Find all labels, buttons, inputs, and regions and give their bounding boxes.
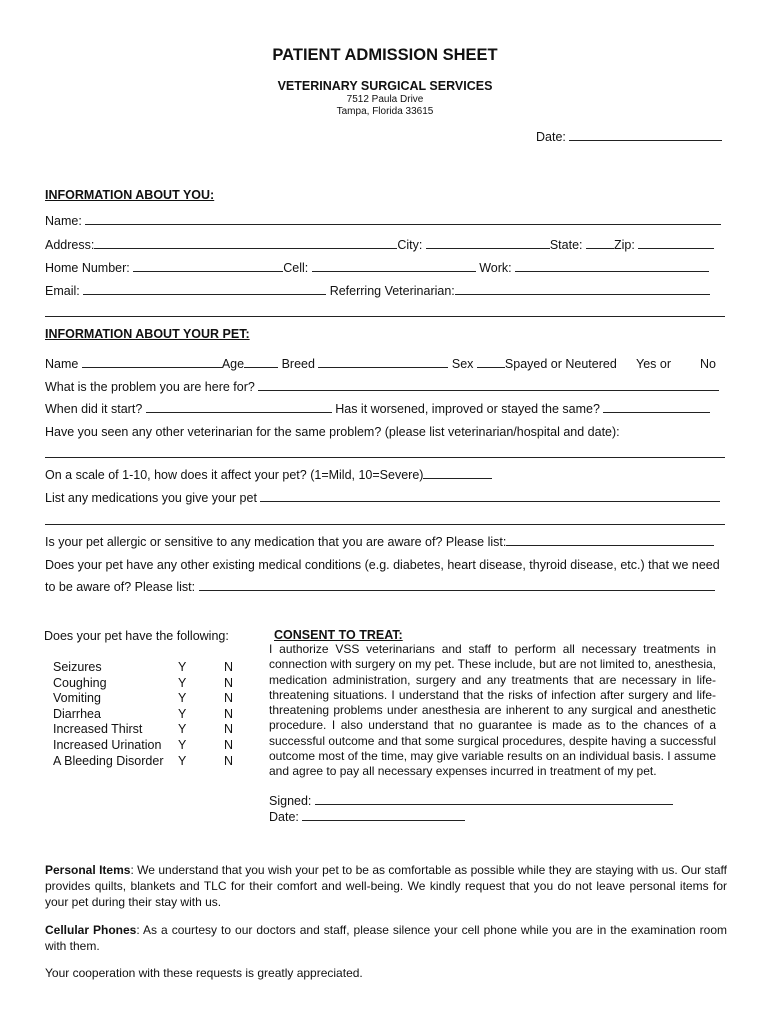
cell-phones-text: : As a courtesy to our doctors and staff, please silence your cell phone while you are in the examination room with them.	[45, 923, 727, 953]
section-heading-you: INFORMATION ABOUT YOU:	[45, 188, 215, 202]
breed-blank[interactable]	[318, 357, 448, 368]
zip-blank[interactable]	[638, 238, 714, 249]
date-field[interactable]	[536, 130, 722, 144]
condition-item: Diarrhea	[53, 707, 101, 721]
work-blank[interactable]	[515, 261, 709, 272]
sex-label: Sex	[451, 357, 474, 371]
consent-text: I authorize VSS veterinarians and staff to perform all necessary treatments in connection with surgery on my pet. These include, but are not limited to, anesthesia, medication administration, surgery and any treatments that are necessary in life-threatening situations. I understand that the risks of infection after surgery and life-threatening problems under anesthesia are inherent to any surgical and anesthetic procedure. I also understand that no guarantee is made as to the chances of a successful outcome and that some surgical procedures, despite having a successful outcome most of the time, may give variable results on an individual basis. I assume and agree to pay all necessary expenses incurred in treatment of my pet.	[269, 642, 716, 779]
condition-yes-option[interactable]: Y	[178, 660, 187, 674]
condition-item: Coughing	[53, 676, 107, 690]
city-blank[interactable]	[426, 238, 550, 249]
referring-vet-blank[interactable]	[455, 284, 710, 295]
breed-label: Breed	[281, 357, 315, 371]
age-blank[interactable]	[244, 357, 278, 368]
scale-label: On a scale of 1-10, how does it affect your pet? (1=Mild, 10=Severe)	[45, 468, 424, 482]
condition-yes-option[interactable]: Y	[178, 738, 187, 752]
conditions-blank[interactable]	[199, 580, 715, 591]
following-label: Does your pet have the following:	[44, 629, 229, 643]
city-label: City:	[397, 238, 423, 252]
owner-phone-row	[45, 261, 709, 275]
pet-basics-row	[45, 357, 617, 371]
closing-note: Your cooperation with these requests is greatly appreciated.	[45, 966, 363, 980]
email-blank[interactable]	[83, 284, 326, 295]
condition-item: Vomiting	[53, 691, 101, 705]
home-number-label: Home Number:	[45, 261, 130, 275]
conditions-row	[45, 580, 715, 594]
personal-items-label: Personal Items	[45, 863, 131, 877]
date-blank[interactable]	[569, 130, 722, 141]
condition-item: A Bleeding Disorder	[53, 754, 164, 768]
condition-item: Increased Thirst	[53, 722, 143, 736]
address-label: Address:	[45, 238, 95, 252]
start-row	[45, 402, 710, 416]
condition-yes-option[interactable]: Y	[178, 754, 187, 768]
condition-yes-option[interactable]: Y	[178, 707, 187, 721]
referring-vet-label: Referring Veterinarian:	[329, 284, 455, 298]
owner-address-row	[45, 238, 714, 252]
home-number-blank[interactable]	[133, 261, 283, 272]
scale-blank[interactable]	[423, 468, 492, 479]
condition-yes-option[interactable]: Y	[178, 691, 187, 705]
other-vet-label: Have you seen any other veterinarian for the same problem? (please list veterinarian/hospital and date):	[45, 425, 620, 439]
owner-name-label: Name:	[45, 214, 82, 228]
condition-no-option[interactable]: N	[224, 691, 234, 705]
spayed-yes-option[interactable]: Yes or	[636, 357, 671, 371]
owner-name-field[interactable]	[45, 214, 721, 228]
personal-items-text: : We understand that you wish your pet to be as comfortable as possible while they are staying with us. Our staff provides quilts, blankets and TLC for their comfort and well-being. We kindly request that you do not leave personal items for your pet during their stay with us.	[45, 863, 727, 909]
page-title: PATIENT ADMISSION SHEET	[272, 46, 498, 64]
condition-no-option[interactable]: N	[224, 738, 234, 752]
signature-row	[269, 794, 673, 808]
state-blank[interactable]	[586, 238, 614, 249]
medications-row	[45, 491, 720, 505]
condition-no-option[interactable]: N	[224, 660, 234, 674]
conditions-label: Does your pet have any other existing medical conditions (e.g. diabetes, heart disease, thyroid disease, etc.) that we need	[45, 558, 720, 572]
consent-heading: CONSENT TO TREAT:	[274, 628, 403, 642]
medications-blank-2[interactable]	[45, 524, 725, 525]
start-label: When did it start?	[45, 402, 143, 416]
section-heading-pet: INFORMATION ABOUT YOUR PET:	[45, 327, 250, 341]
pet-name-label: Name	[45, 357, 79, 371]
email-label: Email:	[45, 284, 80, 298]
continuation-line[interactable]	[45, 316, 725, 317]
spayed-no-option[interactable]: No	[700, 357, 716, 371]
personal-items-note	[45, 862, 727, 910]
condition-item: Increased Urination	[53, 738, 162, 752]
condition-no-option[interactable]: N	[224, 707, 234, 721]
consent-date-row	[269, 810, 465, 824]
state-label: State:	[549, 238, 583, 252]
condition-yes-option[interactable]: Y	[178, 676, 187, 690]
pet-name-blank[interactable]	[82, 357, 222, 368]
condition-yes-option[interactable]: Y	[178, 722, 187, 736]
spayed-label: Spayed or Neutered	[504, 357, 617, 371]
medications-label: List any medications you give your pet	[45, 491, 257, 505]
condition-no-option[interactable]: N	[224, 722, 234, 736]
problem-row	[45, 380, 719, 394]
consent-date-label: Date:	[269, 810, 299, 824]
address-blank[interactable]	[94, 238, 397, 249]
scale-row	[45, 468, 492, 482]
signed-label: Signed:	[269, 794, 312, 808]
start-blank[interactable]	[146, 402, 332, 413]
allergy-blank[interactable]	[506, 535, 714, 546]
problem-blank[interactable]	[258, 380, 719, 391]
condition-item: Seizures	[53, 660, 102, 674]
allergy-label: Is your pet allergic or sensitive to any medication that you are aware of? Please list:	[45, 535, 507, 549]
sex-blank[interactable]	[477, 357, 505, 368]
conditions-label-2: to be aware of? Please list:	[45, 580, 196, 594]
cell-blank[interactable]	[312, 261, 476, 272]
medications-blank[interactable]	[260, 491, 720, 502]
work-label: Work:	[479, 261, 512, 275]
condition-no-option[interactable]: N	[224, 676, 234, 690]
consent-date-blank[interactable]	[302, 810, 465, 821]
condition-no-option[interactable]: N	[224, 754, 234, 768]
worsened-blank[interactable]	[603, 402, 710, 413]
owner-name-blank[interactable]	[85, 214, 721, 225]
problem-label: What is the problem you are here for?	[45, 380, 255, 394]
owner-email-row	[45, 284, 710, 298]
cell-phones-label: Cellular Phones	[45, 923, 137, 937]
street-address: 7512 Paula Drive	[346, 94, 424, 105]
date-label: Date:	[536, 130, 566, 144]
cell-phones-note	[45, 922, 727, 954]
organization-name: VETERINARY SURGICAL SERVICES	[277, 79, 493, 93]
city-address: Tampa, Florida 33615	[336, 106, 434, 117]
signature-blank[interactable]	[315, 794, 673, 805]
allergy-row	[45, 535, 714, 549]
zip-label: Zip:	[613, 238, 635, 252]
worsened-label: Has it worsened, improved or stayed the same?	[335, 402, 600, 416]
cell-label: Cell:	[283, 261, 309, 275]
other-vet-blank[interactable]	[45, 457, 725, 458]
age-label: Age	[221, 357, 245, 371]
